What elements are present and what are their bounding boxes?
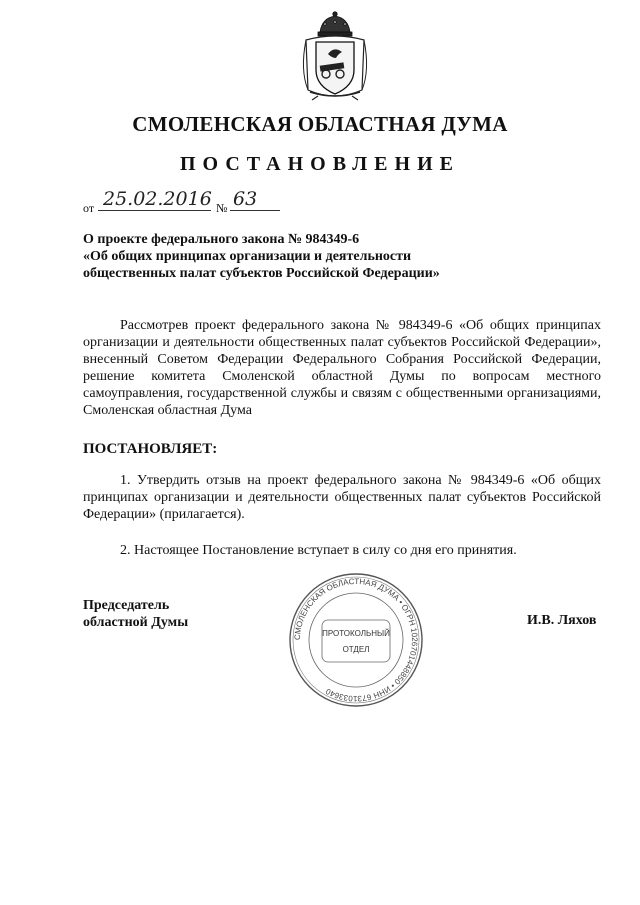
preamble-paragraph: Рассмотрев проект федерального закона № 984349-6 «Об общих принципах организации и деятельности общественных палат субъектов Российской Федерации», внесенный Советом Федерации Федерального Собрания Российской Федерации, решение комитета Смоленской областной Думы по вопросам местного самоуправления, государственной службы и связям с общественными организациями, Смоленская областная Дума — [83, 318, 601, 418]
date-number-line — [83, 188, 343, 216]
resolves-heading: ПОСТАНОВЛЯЕТ: — [83, 441, 218, 457]
resolution-item-1: 1. Утвердить отзыв на проект федерального закона № 984349-6 «Об общих принципах организации и деятельности общественных палат субъектов Российской Федерации» (прилагается). — [83, 473, 601, 522]
signatory-position — [83, 597, 188, 631]
official-stamp — [286, 570, 426, 710]
number-underline — [230, 210, 280, 211]
number-prefix: № — [216, 201, 228, 215]
stamp-center-line-1: ПРОТОКОЛЬНЫЙ — [322, 629, 390, 638]
signatory-name: И.В. Ляхов — [527, 613, 597, 628]
handwritten-number: 63 — [233, 188, 258, 210]
resolution-item-2: 2. Настоящее Постановление вступает в силу со дня его принятия. — [120, 543, 517, 558]
title-line-3: общественных палат субъектов Российской Федерации» — [83, 266, 440, 281]
date-prefix: от — [83, 201, 95, 215]
organization-name: СМОЛЕНСКАЯ ОБЛАСТНАЯ ДУМА — [132, 112, 508, 136]
stamp-ring-text: СМОЛЕНСКАЯ ОБЛАСТНАЯ ДУМА • ОГРН 1026701448850 • ИНН 6731033640 — [292, 576, 420, 704]
document-title — [83, 231, 513, 282]
title-line-2: «Об общих принципах организации и деятельности — [83, 249, 412, 264]
document-type: ПОСТАНОВЛЕНИЕ — [180, 153, 460, 175]
coat-of-arms-emblem — [298, 10, 372, 102]
stamp-center-line-2: ОТДЕЛ — [342, 645, 370, 654]
title-line-1: О проекте федерального закона № 984349-6 — [83, 232, 360, 247]
position-line-1: Председатель — [83, 598, 170, 613]
date-underline — [98, 210, 211, 211]
position-line-2: областной Думы — [83, 615, 189, 630]
handwritten-date: 25.02.2016 — [103, 188, 212, 210]
